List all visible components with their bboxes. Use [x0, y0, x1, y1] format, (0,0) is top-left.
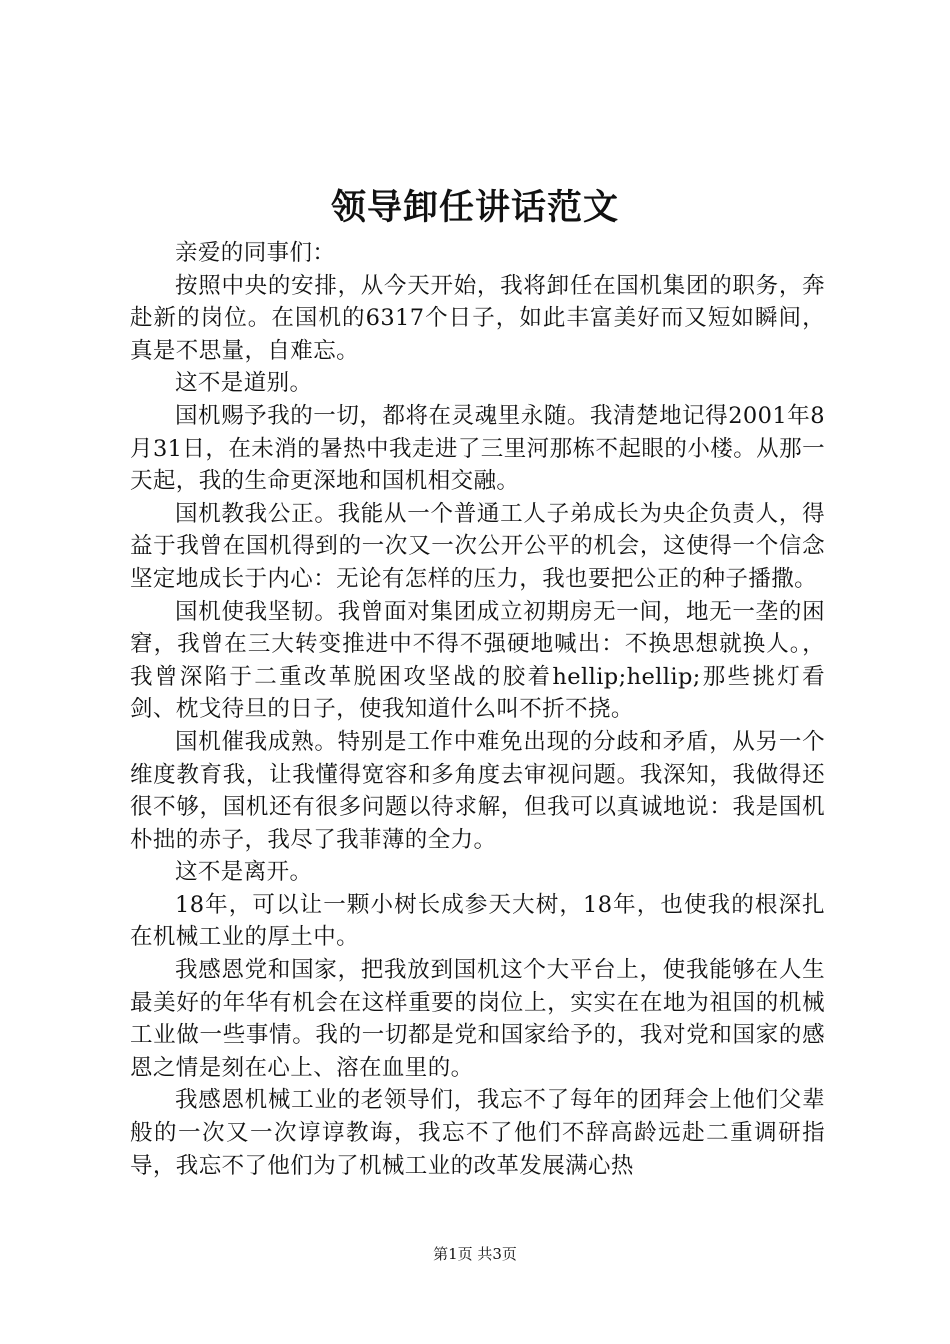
paragraph: 国机教我公正。我能从一个普通工人子弟成长为央企负责人，得益于我曾在国机得到的一次又一次公开公平的机会，这使得一个信念坚定地成长于内心：无论有怎样的压力，我也要把公正的种子播撒。 — [130, 500, 825, 592]
paragraph: 18年，可以让一颗小树长成参天大树，18年，也使我的根深扎在机械工业的厚土中。 — [130, 891, 825, 951]
paragraph: 我感恩机械工业的老领导们，我忘不了每年的团拜会上他们父辈般的一次又一次谆谆教诲，我忘不了他们不辞高龄远赴二重调研指导，我忘不了他们为了机械工业的改革发展满心热 — [130, 1087, 825, 1179]
paragraph: 按照中央的安排，从今天开始，我将卸任在国机集团的职务，奔赴新的岗位。在国机的6317个日子，如此丰富美好而又短如瞬间，真是不思量，自难忘。 — [130, 272, 825, 364]
paragraph: 国机赐予我的一切，都将在灵魂里永随。我清楚地记得2001年8月31日，在未消的暑热中我走进了三里河那栋不起眼的小楼。从那一天起，我的生命更深地和国机相交融。 — [130, 402, 825, 495]
document-body — [130, 237, 825, 1182]
paragraph: 这不是离开。 — [175, 859, 313, 886]
document-title: 领导卸任讲话范文 — [330, 187, 619, 228]
paragraph: 这不是道别。 — [175, 370, 313, 397]
paragraph: 国机使我坚韧。我曾面对集团成立初期房无一间，地无一垄的困窘，我曾在三大转变推进中不得不强硬地喊出：不换思想就换人。，我曾深陷于二重改革脱困攻坚战的胶着hellip;hellip;那些挑灯看剑、枕戈待旦的日子，使我知道什么叫不折不挠。 — [130, 598, 825, 723]
paragraph: 我感恩党和国家，把我放到国机这个大平台上，使我能够在人生最美好的年华有机会在这样重要的岗位上，实实在在地为祖国的机械工业做一些事情。我的一切都是党和国家给予的，我对党和国家的感恩之情是刻在心上、溶在血里的。 — [130, 957, 825, 1081]
salutation: 亲爱的同事们： — [175, 240, 336, 266]
paragraph: 国机催我成熟。特别是工作中难免出现的分歧和矛盾，从另一个维度教育我，让我懂得宽容和多角度去审视问题。我深知，我做得还很不够，国机还有很多问题以待求解，但我可以真诚地说：我是国机朴拙的赤子，我尽了我菲薄的全力。 — [130, 728, 825, 853]
page-number-footer: 第1页 共3页 — [433, 1245, 517, 1263]
